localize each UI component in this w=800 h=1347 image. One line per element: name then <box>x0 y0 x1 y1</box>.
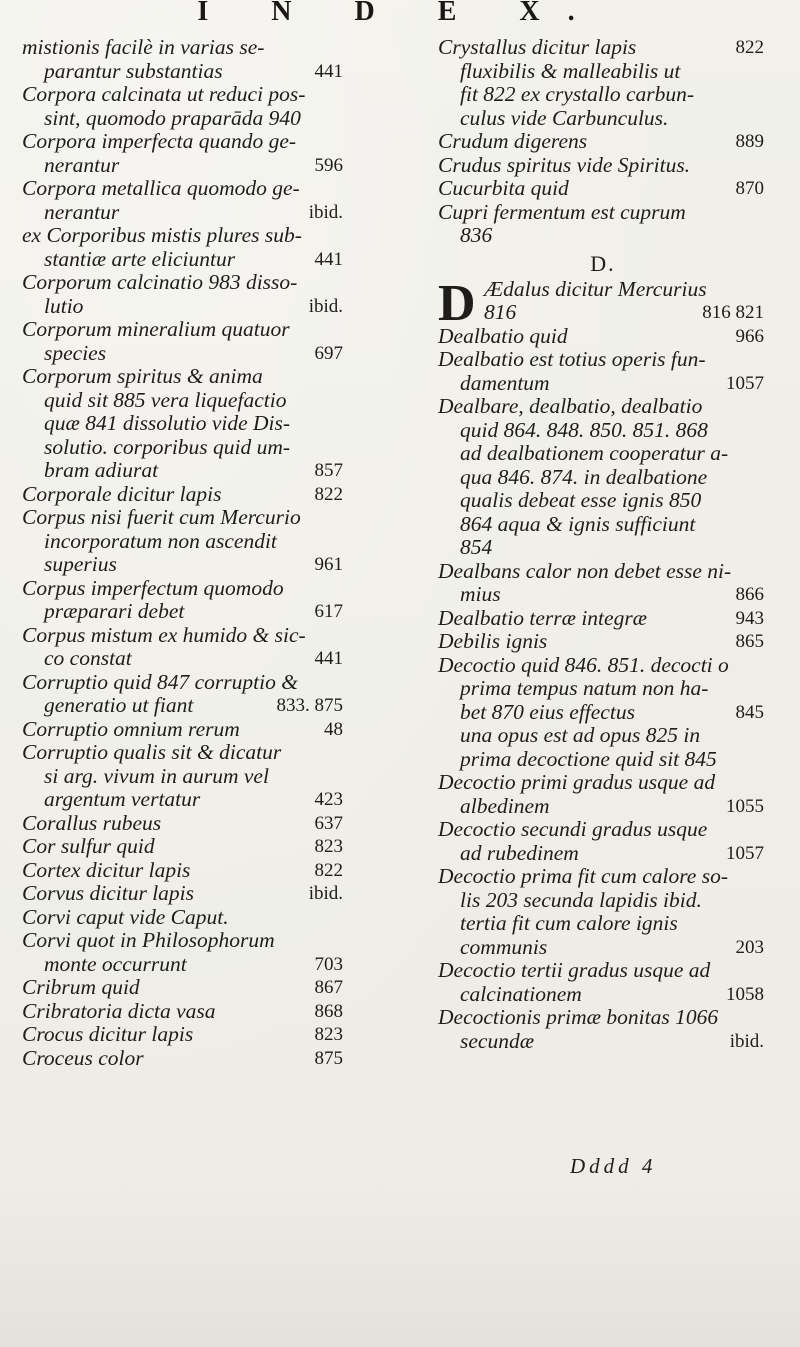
entry-text: 816 <box>484 300 517 324</box>
index-entry <box>22 83 347 130</box>
dropcap-line-2 <box>438 301 768 325</box>
entry-line <box>22 459 347 483</box>
entry-text: quid sit 885 vera liquefactio <box>44 387 287 412</box>
index-entry <box>22 224 347 271</box>
index-entry <box>438 865 768 959</box>
entry-line <box>22 224 347 248</box>
entry-line <box>22 130 347 154</box>
entry-text: Cucurbita quid <box>438 176 569 200</box>
entry-line <box>438 489 768 513</box>
entry-line <box>438 936 768 960</box>
entry-text: Crudus spiritus vide Spiritus. <box>438 152 691 177</box>
entry-text: Dealbatio quid <box>438 323 568 348</box>
right-column-top-entries <box>438 36 768 248</box>
right-column-bottom-entries <box>438 325 768 1054</box>
entry-line <box>438 130 768 154</box>
entry-line <box>22 342 347 366</box>
index-entry <box>22 929 347 976</box>
entry-line <box>438 889 768 913</box>
entry-text: calcinationem <box>460 981 582 1006</box>
entry-line <box>438 224 768 248</box>
entry-text: Croceus color <box>22 1045 144 1070</box>
entry-text: bet 870 eius effectus <box>460 699 635 724</box>
entry-line <box>438 748 768 772</box>
entry-line <box>438 536 768 560</box>
signature-mark: Dddd 4 <box>570 1154 657 1178</box>
entry-line <box>22 859 347 883</box>
entry-text: si arg. vivum in aurum vel <box>44 763 269 788</box>
entry-text: mistionis facilè in varias se- <box>22 35 265 59</box>
entry-text: stantiæ arte eliciuntur <box>44 246 236 271</box>
index-entry <box>22 624 347 671</box>
page-shading <box>0 1187 800 1347</box>
entry-text: qua 846. 874. in dealbatione <box>460 464 708 489</box>
entry-text: Corporum calcinatio 983 disso- <box>22 270 298 294</box>
entry-text: Cortex dicitur lapis <box>22 857 191 882</box>
entry-page-number: 866 <box>735 584 764 605</box>
entry-text: fit 822 ex crystallo carbun- <box>460 82 695 106</box>
entry-line <box>438 583 768 607</box>
entry-line <box>438 325 768 349</box>
dropcap-entry <box>438 274 768 332</box>
entry-page-number: 441 <box>314 648 343 669</box>
entry-line <box>22 1000 347 1024</box>
entry-line <box>438 83 768 107</box>
entry-text: Corpus imperfectum quomodo <box>22 575 284 600</box>
entry-text: Dealbare, dealbatio, dealbatio <box>438 394 703 418</box>
entry-page-number: 1058 <box>726 983 764 1005</box>
entry-line <box>438 1006 768 1030</box>
entry-text: parantur substantias <box>44 58 223 83</box>
entry-text: Corvi caput vide Caput. <box>22 904 229 929</box>
index-entry <box>438 201 768 248</box>
entry-text: generatio ut fiant <box>44 693 194 717</box>
entry-text: Corpus nisi fuerit cum Mercurio <box>22 505 301 529</box>
entry-page-number: ibid. <box>308 883 343 904</box>
entry-line <box>22 271 347 295</box>
entry-line <box>22 318 347 342</box>
entry-text: co constat <box>44 646 132 670</box>
entry-page-number: 441 <box>314 60 343 82</box>
entry-line <box>22 624 347 648</box>
index-entry <box>438 130 768 154</box>
entry-line <box>22 295 347 319</box>
entry-line <box>438 677 768 701</box>
entry-text: qualis debeat esse ignis 850 <box>460 488 702 512</box>
entry-text: Corpora calcinata ut reduci pos- <box>22 82 306 106</box>
index-entry <box>438 177 768 201</box>
entry-page-number: 596 <box>314 154 343 176</box>
entry-page-number: 833. 875 <box>276 695 343 716</box>
entry-line <box>22 36 347 60</box>
index-entry <box>22 318 347 365</box>
entry-text: Dealbatio terræ integræ <box>438 605 648 630</box>
entry-page-number: 823 <box>314 1024 343 1045</box>
entry-text: Debilis ignis <box>438 629 548 653</box>
entry-line <box>22 741 347 765</box>
index-entry <box>438 818 768 865</box>
entry-page-number: 203 <box>735 936 764 958</box>
entry-text: prima tempus natum non ha- <box>460 676 709 700</box>
entry-line <box>22 812 347 836</box>
index-entry <box>22 812 347 836</box>
entry-text: species <box>44 340 107 365</box>
entry-page-number: 889 <box>735 131 764 152</box>
entry-line <box>22 788 347 812</box>
entry-line <box>22 577 347 601</box>
entry-page-number: 423 <box>314 789 343 810</box>
entry-text: damentum <box>460 370 550 395</box>
entry-page-number: ibid. <box>308 201 343 223</box>
entry-text: nerantur <box>44 152 120 177</box>
index-entry <box>438 325 768 349</box>
entry-text: lutio <box>44 293 84 318</box>
entry-text: Cupri fermentum est cuprum <box>438 199 686 224</box>
entry-text: Corpora metallica quomodo ge- <box>22 176 300 200</box>
index-entry <box>22 882 347 906</box>
entry-text: Corvus dicitur lapis <box>22 881 195 905</box>
entry-text: Decoctio quid 846. 851. decocti o <box>438 652 729 677</box>
entry-text: Decoctionis primæ bonitas 1066 <box>438 1005 719 1029</box>
index-entry <box>22 976 347 1000</box>
entry-text: Decoctio prima fit cum calore so- <box>438 864 728 888</box>
entry-text: Corpora imperfecta quando ge- <box>22 129 297 153</box>
entry-text: communis <box>460 934 548 959</box>
entry-page-number: 1055 <box>726 795 764 817</box>
index-entry <box>438 154 768 178</box>
entry-line <box>22 530 347 554</box>
entry-line <box>22 976 347 1000</box>
entry-page-number: 875 <box>314 1047 343 1069</box>
index-entry <box>22 1023 347 1047</box>
entry-text: Corruptio omnium rerum <box>22 716 240 741</box>
entry-page-number: 617 <box>314 601 343 622</box>
entry-text: monte occurrunt <box>44 951 187 976</box>
entry-page-number: 1057 <box>726 842 764 864</box>
entry-text: superius <box>44 552 117 576</box>
entry-line <box>438 348 768 372</box>
entry-line <box>22 718 347 742</box>
entry-line <box>438 865 768 889</box>
index-entry <box>22 271 347 318</box>
index-entry <box>22 1047 347 1071</box>
entry-line <box>438 177 768 201</box>
entry-line <box>438 466 768 490</box>
index-entry <box>438 560 768 607</box>
entry-line <box>22 671 347 695</box>
entry-line <box>22 906 347 930</box>
section-heading-d: D. <box>590 250 616 276</box>
entry-line <box>22 483 347 507</box>
entry-line <box>22 107 347 131</box>
index-entry <box>22 506 347 577</box>
entry-page-number: 703 <box>314 953 343 975</box>
entry-page-number: 966 <box>735 325 764 347</box>
entry-line <box>438 442 768 466</box>
entry-line <box>22 882 347 906</box>
entry-text: ad dealbationem cooperatur a- <box>460 441 729 465</box>
entry-page-number: 867 <box>314 977 343 998</box>
entry-line <box>438 560 768 584</box>
index-entry <box>22 835 347 859</box>
entry-line <box>438 818 768 842</box>
index-entry <box>22 671 347 718</box>
index-entry <box>22 718 347 742</box>
entry-line <box>438 395 768 419</box>
entry-line <box>438 154 768 178</box>
entry-page-number: ibid. <box>308 295 343 317</box>
index-entry <box>438 348 768 395</box>
entry-text: una opus est ad opus 825 in <box>460 723 701 747</box>
index-entry <box>22 859 347 883</box>
entry-text: Corpus mistum ex humido & sic- <box>22 622 306 647</box>
index-entry <box>22 36 347 83</box>
index-entry <box>438 36 768 130</box>
entry-line <box>438 795 768 819</box>
index-entry <box>438 630 768 654</box>
entry-text: Cribrum quid <box>22 975 140 999</box>
index-entry <box>22 577 347 624</box>
entry-text: culus vide Carbunculus. <box>460 105 669 130</box>
entry-text: quid 864. 848. 850. 851. 868 <box>460 417 708 442</box>
entry-line <box>22 389 347 413</box>
entry-line <box>438 771 768 795</box>
entry-text: secundæ <box>460 1028 535 1053</box>
entry-page-number: ibid. <box>729 1030 764 1052</box>
index-entry <box>22 365 347 483</box>
entry-line <box>22 1047 347 1071</box>
entry-text: Cribratoria dicta vasa <box>22 998 216 1023</box>
entry-line <box>438 959 768 983</box>
entry-page-number: 1057 <box>726 372 764 394</box>
entry-page-number: 943 <box>735 607 764 629</box>
entry-line <box>438 607 768 631</box>
entry-page-number: 441 <box>314 248 343 270</box>
entry-page-number: 822 <box>314 483 343 505</box>
entry-text: Corallus rubeus <box>22 810 162 835</box>
entry-text: nerantur <box>44 199 120 224</box>
entry-page-number: 870 <box>735 178 764 199</box>
entry-text: mius <box>460 582 501 606</box>
entry-text: Corporum mineralium quatuor <box>22 317 290 341</box>
entry-line <box>22 929 347 953</box>
entry-text: Decoctio secundi gradus usque <box>438 817 708 841</box>
entry-line <box>22 201 347 225</box>
entry-text: Decoctio tertii gradus usque ad <box>438 958 711 982</box>
entry-text: Crocus dicitur lapis <box>22 1022 194 1046</box>
dropcap-line-1 <box>438 278 768 302</box>
entry-page-number: 697 <box>314 342 343 364</box>
entry-text: solutio. corporibus quid um- <box>44 434 291 459</box>
running-head: I N D E X. <box>197 0 603 27</box>
entry-text: Ædalus dicitur Mercurius <box>484 276 707 301</box>
dropcap-letter: D <box>438 274 476 332</box>
entry-text: 854 <box>460 535 493 559</box>
entry-line <box>22 412 347 436</box>
entry-text: quæ 841 dissolutio vide Dis- <box>44 411 291 435</box>
entry-line <box>22 436 347 460</box>
entry-line <box>22 154 347 178</box>
entry-text: Crudum digerens <box>438 129 588 153</box>
entry-text: fluxibilis & malleabilis ut <box>460 58 681 83</box>
entry-line <box>438 513 768 537</box>
entry-line <box>438 107 768 131</box>
entry-line <box>22 60 347 84</box>
entry-line <box>438 701 768 725</box>
index-entry <box>438 395 768 560</box>
index-entry <box>438 771 768 818</box>
right-column <box>438 36 768 1053</box>
entry-line <box>22 953 347 977</box>
entry-line <box>22 553 347 577</box>
entry-text: præparari debet <box>44 599 185 623</box>
entry-line <box>438 36 768 60</box>
entry-text: 836 <box>460 223 493 247</box>
entry-text: ex Corporibus mistis plures sub- <box>22 223 302 247</box>
index-entry <box>438 607 768 631</box>
entry-line <box>22 835 347 859</box>
entry-line <box>22 765 347 789</box>
entry-page-number: 637 <box>314 812 343 834</box>
entry-text: incorporatum non ascendit <box>44 528 277 553</box>
entry-page-number: 823 <box>314 836 343 857</box>
entry-text: tertia fit cum calore ignis <box>460 911 678 935</box>
entry-line <box>438 912 768 936</box>
entry-line <box>438 419 768 443</box>
entry-line <box>438 372 768 396</box>
index-entry <box>438 959 768 1006</box>
entry-line <box>438 983 768 1007</box>
index-entry <box>22 130 347 177</box>
entry-text: albedinem <box>460 793 550 818</box>
entry-page-number: 822 <box>735 37 764 58</box>
entry-page-number: 845 <box>735 701 764 723</box>
entry-text: Corvi quot in Philosophorum <box>22 928 275 952</box>
entry-line <box>22 694 347 718</box>
entry-text: Cor sulfur quid <box>22 834 155 858</box>
index-entry <box>438 1006 768 1053</box>
index-entry <box>22 906 347 930</box>
entry-line <box>438 724 768 748</box>
entry-text: lis 203 secunda lapidis ibid. <box>460 887 702 912</box>
entry-text: bram adiurat <box>44 458 159 482</box>
entry-line <box>22 506 347 530</box>
entry-line <box>22 647 347 671</box>
entry-text: ad rubedinem <box>460 840 579 865</box>
entry-line <box>438 60 768 84</box>
entry-page-number: 865 <box>735 631 764 652</box>
entry-text: Crystallus dicitur lapis <box>438 35 637 59</box>
entry-text: sint, quomodo praparāda 940 <box>44 105 301 130</box>
entry-page-number: 48 <box>324 718 343 740</box>
entry-line <box>438 654 768 678</box>
entry-line <box>22 1023 347 1047</box>
entry-text: argentum vertatur <box>44 787 201 811</box>
entry-text: Decoctio primi gradus usque ad <box>438 770 716 794</box>
entry-page-number: 857 <box>314 460 343 481</box>
entry-line <box>438 630 768 654</box>
entry-line <box>438 201 768 225</box>
entry-text: prima decoctione quid sit 845 <box>460 746 717 771</box>
entry-line <box>22 365 347 389</box>
entry-text: Dealbatio est totius operis fun- <box>438 347 706 371</box>
entry-text: Corruptio quid 847 corruptio & <box>22 669 298 694</box>
entry-text: Dealbans calor non debet esse ni- <box>438 558 732 583</box>
entry-text: Corporale dicitur lapis <box>22 481 222 506</box>
index-entry <box>22 1000 347 1024</box>
left-column <box>22 36 347 1070</box>
entry-line <box>22 600 347 624</box>
index-entry <box>22 741 347 812</box>
entry-text: Corruptio qualis sit & dicatur <box>22 740 282 764</box>
entry-page-number: 816 821 <box>702 302 764 323</box>
index-entry <box>22 177 347 224</box>
entry-line <box>22 248 347 272</box>
entry-text: 864 aqua & ignis sufficiunt <box>460 511 696 536</box>
index-entry <box>438 654 768 772</box>
entry-page-number: 868 <box>314 1000 343 1022</box>
entry-page-number: 822 <box>314 859 343 881</box>
entry-page-number: 961 <box>314 554 343 575</box>
entry-line <box>22 83 347 107</box>
entry-text: Corporum spiritus & anima <box>22 364 263 388</box>
entry-line <box>22 177 347 201</box>
index-entry <box>22 483 347 507</box>
entry-line <box>438 842 768 866</box>
entry-line <box>438 1030 768 1054</box>
